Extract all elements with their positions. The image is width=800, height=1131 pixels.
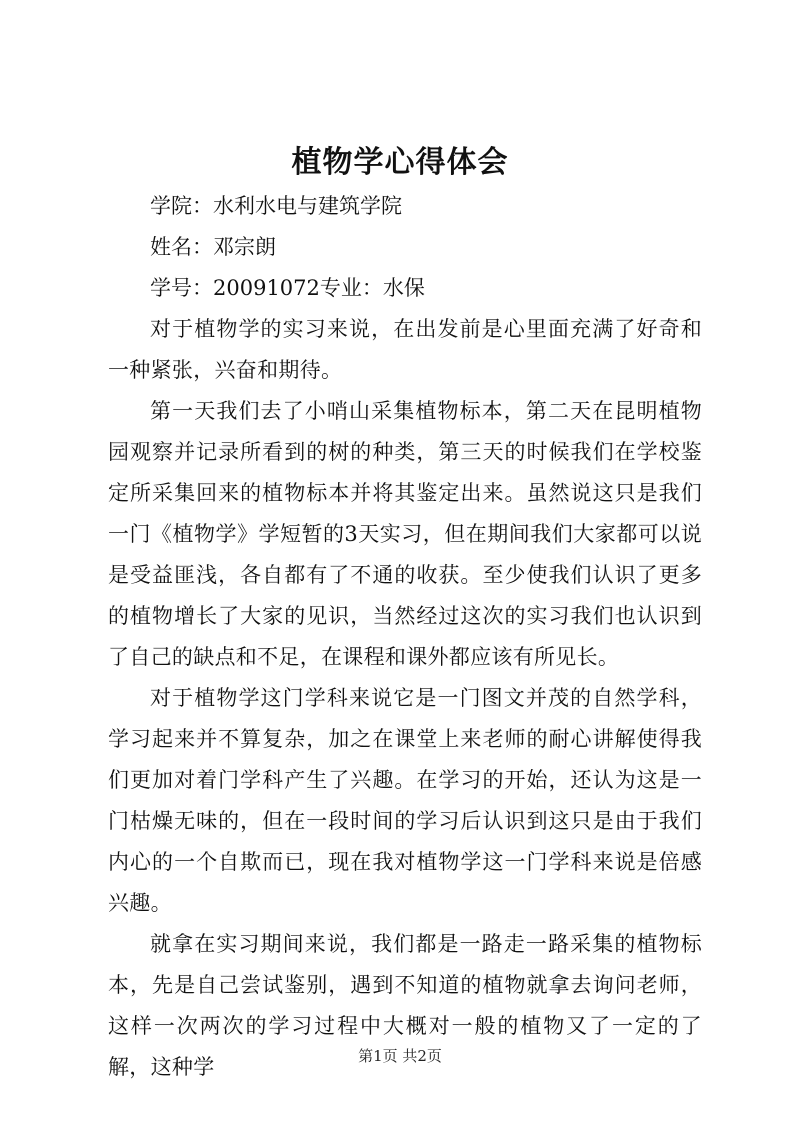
paragraph: 第一天我们去了小哨山采集植物标本，第二天在昆明植物园观察并记录所看到的树的种类，第三天的时候我们在学校鉴定所采集回来的植物标本并将其鉴定出来。虽然说这只是我们一门《植物学》学短暂的3天实习，但在期间我们大家都可以说是受益匪浅，各自都有了不通的收获。至少使我们认识了更多的植物增长了大家的见识，当然经过这次的实习我们也认识到了自己的缺点和不足，在课程和课外都应该有所见长。 [108,399,702,669]
college-line: 学院：水利水电与建筑学院 [150,194,402,218]
name-line: 姓名：邓宗朗 [150,235,276,259]
page-number-footer: 第1页 共2页 [358,1047,442,1065]
paragraph: 对于植物学这门学科来说它是一门图文并茂的自然学科，学习起来并不算复杂，加之在课堂上来老师的耐心讲解使得我们更加对着门学科产生了兴趣。在学习的开始，还认为这是一门枯燥无味的，但在一段时间的学习后认识到这只是由于我们内心的一个自欺而已，现在我对植物学这一门学科来说是倍感兴趣。 [108,686,702,915]
paragraph: 对于植物学的实习来说，在出发前是心里面充满了好奇和一种紧张，兴奋和期待。 [108,317,702,382]
document-title: 植物学心得体会 [291,145,509,180]
paragraph: 就拿在实习期间来说，我们都是一路走一路采集的植物标本，先是自己尝试鉴别，遇到不知道的植物就拿去询问老师，这样一次两次的学习过程中大概对一般的植物又了一定的了解，这种学 [108,932,702,1079]
student-id-major-line: 学号：20091072专业：水保 [150,276,425,300]
document-body [108,186,702,1088]
